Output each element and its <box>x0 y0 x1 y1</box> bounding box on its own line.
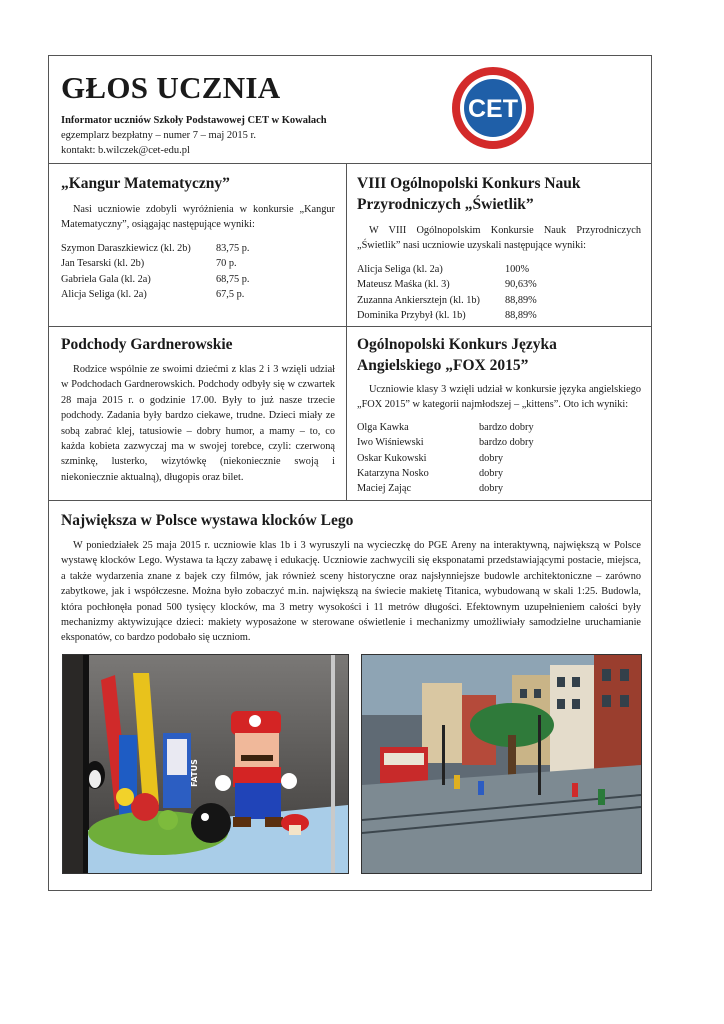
logo-text: CET <box>468 95 518 123</box>
result-name: Oskar Kukowski <box>357 452 427 464</box>
result-row <box>61 256 249 271</box>
result-row <box>357 435 534 450</box>
section-title: VIII Ogólnopolski Konkurs Nauk Przyrodniczych „Świetlik” <box>357 175 581 213</box>
result-row <box>357 481 534 496</box>
divider <box>49 500 651 501</box>
lego-photo-city <box>361 654 642 874</box>
result-score: 68,75 p. <box>216 273 250 285</box>
result-name: Gabriela Gala (kl. 2a) <box>61 273 151 285</box>
result-name: Olga Kawka <box>357 421 409 433</box>
result-score: 83,75 p. <box>216 242 250 254</box>
divider <box>49 326 651 327</box>
section-swietlik <box>357 173 641 323</box>
section-fox <box>357 334 641 497</box>
result-name: Alicja Seliga (kl. 2a) <box>357 263 443 275</box>
issue-info: egzemplarz bezpłatny – numer 7 – maj 2015 r. <box>61 130 257 141</box>
section-kangur <box>61 173 335 302</box>
section-text: W poniedziałek 25 maja 2015 r. uczniowie klas 1b i 3 wyruszyli na wycieczkę do PGE Areny na interaktywną, największą w Polsce wystawę klocków Lego. Wystawa ta łączy zabawę i edukację. Uczniowie zachwycili się eksponatami przedstawiającymi postacie, miejsca, a także wydarzenia znane z bajek czy filmów, jak również sceny historyczne oraz najsłynniejsze budowle architektoniczne – zarówno zabytkowe, jak i współczesne. Można było zobaczyć m.in. największą na świecie makietę Titanica, wybudowaną w skali 1:25. Budowla, która pochłonęła ponad 500 tysięcy klocków, ma 3 metry wysokości i 11 metrów długości. Efektownym uzupełnieniem całości były mechanizmy aktywizujące dzieci: makiety wyposażone w sterowane oświetlenie i mechanizmy umożliwiały samodzielne uruchamianie eksponatów, co bardzo podobało się uczniom. <box>61 540 641 644</box>
result-name: Zuzanna Ankiersztejn (kl. 1b) <box>357 294 480 306</box>
section-title: Ogólnopolski Konkurs Języka Angielskiego „FOX 2015” <box>357 336 557 374</box>
result-score: 100% <box>505 263 530 275</box>
section-title: Największa w Polsce wystawa klocków Lego <box>61 512 354 529</box>
contact-info: kontakt: b.wilczek@cet-edu.pl <box>61 145 190 156</box>
result-name: Jan Tesarski (kl. 2b) <box>61 258 145 270</box>
newsletter-title: GŁOS UCZNIA <box>61 70 281 105</box>
newsletter-subtitle: Informator uczniów Szkoły Podstawowej CET w Kowalach <box>61 115 327 126</box>
result-score: dobry <box>479 452 504 464</box>
result-row <box>357 293 537 308</box>
result-score: 88,89% <box>505 294 537 306</box>
result-name: Maciej Zając <box>357 483 412 495</box>
result-row <box>357 308 537 323</box>
result-score: 67,5 p. <box>216 289 245 301</box>
newsletter-frame <box>48 55 652 891</box>
masthead <box>61 70 441 158</box>
result-name: Iwo Wiśniewski <box>357 437 424 449</box>
section-title: „Kangur Matematyczny” <box>61 175 230 192</box>
result-row <box>61 287 249 302</box>
results-table <box>61 241 249 303</box>
result-name: Mateusz Maśka (kl. 3) <box>357 279 450 291</box>
result-score: 70 p. <box>216 258 237 270</box>
section-text: Rodzice wspólnie ze swoimi dziećmi z klas 2 i 3 wzięli udział w Podchodach Gardnerowskich. Podchody odbyły się w czwartek 28 maja 2015 r. o godzinie 17.00. Były to już nasze trzecie podchody. Zadania były bardzo ciekawe, trudne. Dzieci miały ze sobą zabrać klej, tatusiowie – dobry humor, a mamy – to, co każda kobieta zazwyczaj ma w swojej torebce, czyli: czerwoną szminkę, lusterko, wizytówkę (niekoniecznie swoją i niekoniecznie aktualną), długopis oraz bilet. <box>61 364 335 483</box>
result-row <box>61 272 249 287</box>
result-row <box>357 277 537 292</box>
result-score: 88,89% <box>505 310 537 322</box>
results-table <box>357 262 537 324</box>
result-name: Szymon Daraszkiewicz (kl. 2b) <box>61 242 191 254</box>
booth-sign: FATUS <box>190 759 199 787</box>
section-title: Podchody Gardnerowskie <box>61 336 233 353</box>
result-row <box>61 241 249 256</box>
results-table <box>357 420 534 497</box>
divider <box>49 163 651 164</box>
section-text: Uczniowie klasy 3 wzięli udział w konkursie języka angielskiego „FOX 2015” w kategorii najmłodszej – „kittens”. Oto ich wyniki: <box>357 384 641 411</box>
result-score: dobry <box>479 483 504 495</box>
section-text: Nasi uczniowie zdobyli wyróżnienia w konkursie „Kangur Matematyczny”, osiągając następujące wyniki: <box>61 204 335 231</box>
lego-photo-figures <box>62 654 349 874</box>
result-name: Katarzyna Nosko <box>357 468 429 480</box>
result-score: 90,63% <box>505 279 537 291</box>
cet-logo <box>451 66 535 150</box>
result-score: bardzo dobry <box>479 421 534 433</box>
result-row <box>357 466 534 481</box>
result-name: Alicja Seliga (kl. 2a) <box>61 289 147 301</box>
section-lego <box>61 510 641 646</box>
section-text: W VIII Ogólnopolskim Konkursie Nauk Przyrodniczych „Świetlik” nasi uczniowie uzyskali następujące wyniki: <box>357 225 641 252</box>
result-score: dobry <box>479 468 504 480</box>
result-row <box>357 420 534 435</box>
result-row <box>357 262 537 277</box>
column-divider <box>346 163 347 500</box>
result-score: bardzo dobry <box>479 437 534 449</box>
section-podchody <box>61 334 335 485</box>
result-name: Dominika Przybył (kl. 1b) <box>357 310 466 322</box>
result-row <box>357 451 534 466</box>
